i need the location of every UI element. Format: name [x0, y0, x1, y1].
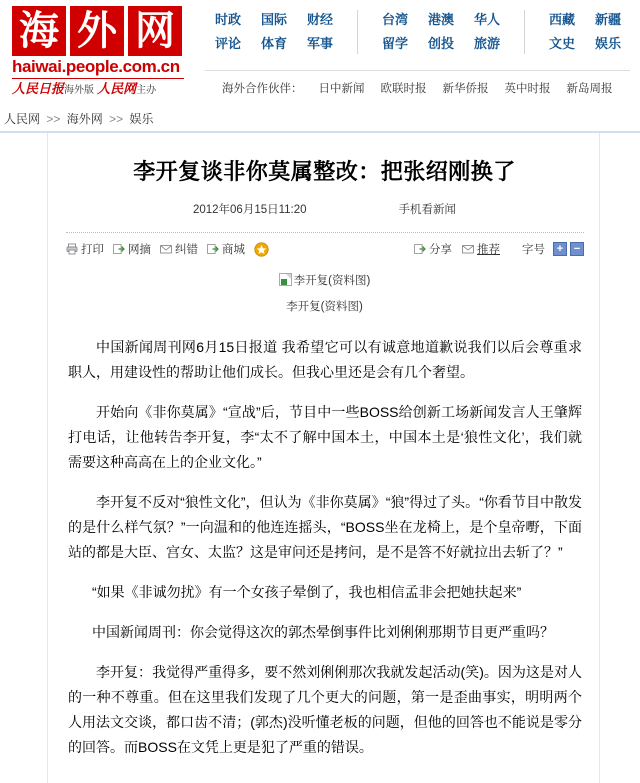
mall-button[interactable] [207, 241, 245, 257]
nav-divider-1 [357, 10, 358, 54]
nav-group-2 [372, 8, 510, 56]
nav-row-1a [205, 8, 343, 32]
share-arrow-icon [414, 243, 426, 255]
printer-icon [66, 243, 78, 255]
share-arrow-icon [113, 243, 125, 255]
nav-item-wenshi[interactable]: 文史 [548, 36, 575, 51]
sponsor-hosted-by: 主办 [136, 85, 157, 96]
recommend-button[interactable] [462, 241, 500, 257]
nav-columns [205, 8, 640, 56]
breadcrumb-separator-1: >> [46, 112, 61, 126]
nav-item-xizang[interactable]: 西藏 [548, 12, 575, 27]
article-frame [47, 133, 600, 783]
nav-item-lvyou[interactable]: 旅游 [473, 36, 500, 51]
print-label: 打印 [81, 244, 104, 256]
font-size-decrease-button[interactable]: − [570, 242, 584, 256]
partner-label: 海外合作伙伴： [222, 83, 303, 95]
nav-row-3a [539, 8, 631, 32]
site-header [0, 0, 640, 126]
favorite-star-button[interactable] [254, 242, 269, 257]
partner-link-xindao[interactable]: 新岛周报 [566, 83, 613, 95]
partner-link-rizhong[interactable]: 日中新闻 [318, 83, 365, 95]
nav-item-chuangtou[interactable]: 创投 [427, 36, 454, 51]
article-paragraph-2: 开始向《非你莫属》“宣战”后，节目中一些BOSS给创新工场新闻发言人王肇辉打电话，让他转告李开复，李“太不了解中国本土，中国本土是‘狼性文化’，我们就需要这种高高在上的企业文化。” [68, 404, 582, 470]
report-error-label: 纠错 [175, 244, 198, 256]
article-paragraph-6: 李开复：我觉得严重得多，要不然刘俐俐那次我就发起活动(笑)。因为这是对人的一种不尊重。但在这里我们发现了几个更大的问题，第一是歪曲事实，明明两个人用法文交谈，都口齿不清；(郭杰)没听懂老板的问题，但他的回答也不能说是零分的回答。而BOSS在文凭上更是犯了严重的错误。 [68, 664, 582, 755]
nav-item-shizheng[interactable]: 时政 [214, 12, 241, 27]
nav-row-3b [539, 32, 631, 56]
logo-url: haiwai.people.com.cn [12, 57, 184, 79]
breadcrumb [4, 110, 153, 127]
nav-item-xinjiang[interactable]: 新疆 [594, 12, 621, 27]
nav-divider-2 [524, 10, 525, 54]
nav-item-junshi[interactable]: 军事 [306, 36, 333, 51]
share-label: 分享 [429, 244, 452, 256]
nav-group-1 [205, 8, 343, 56]
image-alt-text: 李开复(资料图) [293, 274, 371, 287]
article-figure [48, 271, 601, 314]
share-arrow-icon [207, 243, 219, 255]
breadcrumb-separator-2: >> [109, 112, 124, 126]
logo-char-3: 网 [128, 6, 182, 56]
mail-icon [160, 243, 172, 255]
header-divider [205, 70, 630, 71]
nav-item-taiwan[interactable]: 台湾 [381, 12, 408, 27]
publish-date: 2012年06月15日11:20 [192, 204, 307, 216]
logo-char-1: 海 [12, 6, 66, 56]
logo-characters [12, 6, 190, 56]
sponsor-people-cn: 人民网 [97, 82, 137, 97]
article-paragraph-5: 中国新闻周刊：你会觉得这次的郭杰晕倒事件比刘俐俐那期节目更严重吗？ [92, 624, 554, 640]
main-nav [205, 8, 640, 56]
partner-link-yingzhong[interactable]: 英中时报 [504, 83, 551, 95]
mail-icon [462, 243, 474, 255]
logo-char-2: 外 [70, 6, 124, 56]
font-size-increase-button[interactable]: + [553, 242, 567, 256]
mall-label: 商城 [222, 244, 245, 256]
nav-item-yule[interactable]: 娱乐 [594, 36, 621, 51]
image-caption: 李开复(资料图) [286, 301, 363, 313]
nav-item-caijing[interactable]: 财经 [306, 12, 333, 27]
nav-row-1b [205, 32, 343, 56]
mobile-news-link[interactable]: 手机看新闻 [398, 204, 457, 216]
recommend-label: 推荐 [477, 244, 500, 256]
page-title: 李开复谈非你莫属整改：把张绍刚换了 [133, 159, 516, 184]
print-button[interactable] [66, 241, 104, 257]
star-icon [254, 242, 269, 257]
webclip-button[interactable] [113, 241, 151, 257]
nav-row-2b [372, 32, 510, 56]
nav-item-tiyu[interactable]: 体育 [260, 36, 287, 51]
toolbar-divider [66, 232, 584, 233]
partner-link-oulian[interactable]: 欧联时报 [380, 83, 427, 95]
partner-links-row [222, 80, 613, 96]
broken-image-icon [279, 273, 292, 286]
breadcrumb-item-yule[interactable]: 娱乐 [129, 112, 154, 126]
breadcrumb-item-people[interactable]: 人民网 [4, 112, 41, 126]
site-logo[interactable] [12, 6, 190, 98]
article-paragraph-4: “如果《非诚勿扰》有一个女孩子晕倒了，我也相信孟非会把她扶起来” [92, 584, 522, 600]
webclip-label: 网摘 [128, 244, 151, 256]
share-button[interactable] [414, 241, 452, 257]
logo-sponsor-line [12, 82, 190, 98]
article-paragraph-3: 李开复不反对“狼性文化”，但认为《非你莫属》“狼”得过了头。“你看节目中散发的是什么样气氛？”一向温和的他连连摇头，“BOSS坐在龙椅上，是个皇帝嘢，下面站的都是大臣、宫女、太监？这是审问还是拷问，是不是答不好就拉出去斩了？” [68, 494, 582, 560]
nav-item-huaren[interactable]: 华人 [473, 12, 500, 27]
report-error-button[interactable] [160, 241, 198, 257]
sponsor-overseas-edition: 海外版 [64, 85, 95, 96]
nav-row-2a [372, 8, 510, 32]
toolbar-right-group [404, 241, 584, 257]
sponsor-peoples-daily: 人民日报 [12, 82, 65, 97]
font-size-label: 字号 [522, 244, 545, 256]
nav-item-guoji[interactable]: 国际 [260, 12, 287, 27]
nav-group-3 [539, 8, 631, 56]
article-body [68, 321, 582, 775]
nav-item-pinglun[interactable]: 评论 [214, 36, 241, 51]
partner-link-xinhuaqiao[interactable]: 新华侨报 [442, 83, 489, 95]
breadcrumb-item-haiwai[interactable]: 海外网 [66, 112, 103, 126]
article-paragraph-1: 中国新闻周刊网6月15日报道 我希望它可以有诚意地道歉说我们以后会尊重求职人，用建设性的帮助让他们成长。但我心里还是会有几个奢望。 [68, 339, 582, 380]
nav-item-liuxue[interactable]: 留学 [381, 36, 408, 51]
article-meta [48, 201, 601, 217]
article-toolbar [66, 239, 584, 259]
nav-item-gangao[interactable]: 港澳 [427, 12, 454, 27]
